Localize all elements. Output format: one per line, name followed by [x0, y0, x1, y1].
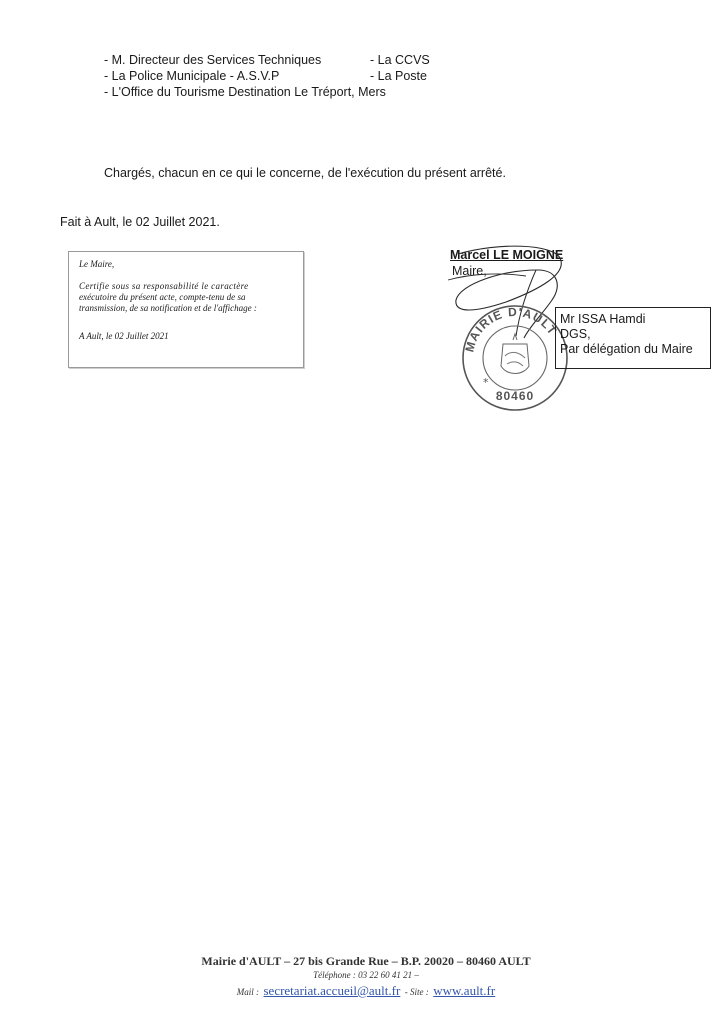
stamp-postcode: 80460: [495, 389, 535, 403]
certification-title: Le Maire,: [79, 259, 115, 269]
footer-phone: Téléphone : 03 22 60 41 21 –: [313, 970, 419, 980]
svg-text:*: *: [483, 376, 489, 389]
certification-line-1: Certifie sous sa responsabilité le caractère: [79, 281, 249, 291]
signatory-role: Maire,: [452, 264, 487, 278]
certification-box: [68, 251, 304, 368]
done-at-text: Fait à Ault, le 02 Juillet 2021.: [60, 215, 220, 229]
certification-line-3: transmission, de sa notification et de l'affichage :: [79, 303, 257, 313]
footer-contact: [0, 982, 724, 1000]
delegation-mention: Par délégation du Maire: [560, 342, 693, 356]
recipient-4: - La CCVS: [370, 53, 430, 67]
recipient-5: - La Poste: [370, 69, 427, 83]
delegation-title: DGS,: [560, 327, 591, 341]
execution-text: Chargés, chacun en ce qui le concerne, de l'exécution du présent arrêté.: [104, 166, 506, 180]
footer-mail-link[interactable]: secretariat.accueil@ault.fr: [263, 983, 401, 998]
certification-line-2: exécutoire du présent acte, compte-tenu de sa: [79, 292, 246, 302]
delegation-name: Mr ISSA Hamdi: [560, 312, 646, 326]
footer-mail-label: Mail :: [236, 987, 260, 997]
footer-site-link[interactable]: www.ault.fr: [433, 983, 496, 998]
recipient-3: - L'Office du Tourisme Destination Le Tréport, Mers: [104, 85, 386, 99]
signatory-name: Marcel LE MOIGNE: [450, 248, 564, 262]
stamp-arc-text: MAIRIE D'AULT: [462, 304, 560, 354]
delegation-box: [555, 307, 711, 369]
footer-address: Mairie d'AULT – 27 bis Grande Rue – B.P. 20020 – 80460 AULT: [201, 954, 531, 968]
footer-site-label: - Site :: [404, 987, 429, 997]
certification-place-date: A Ault, le 02 Juillet 2021: [79, 331, 169, 341]
recipient-2: - La Police Municipale - A.S.V.P: [104, 69, 280, 83]
recipient-1: - M. Directeur des Services Techniques: [104, 53, 322, 67]
